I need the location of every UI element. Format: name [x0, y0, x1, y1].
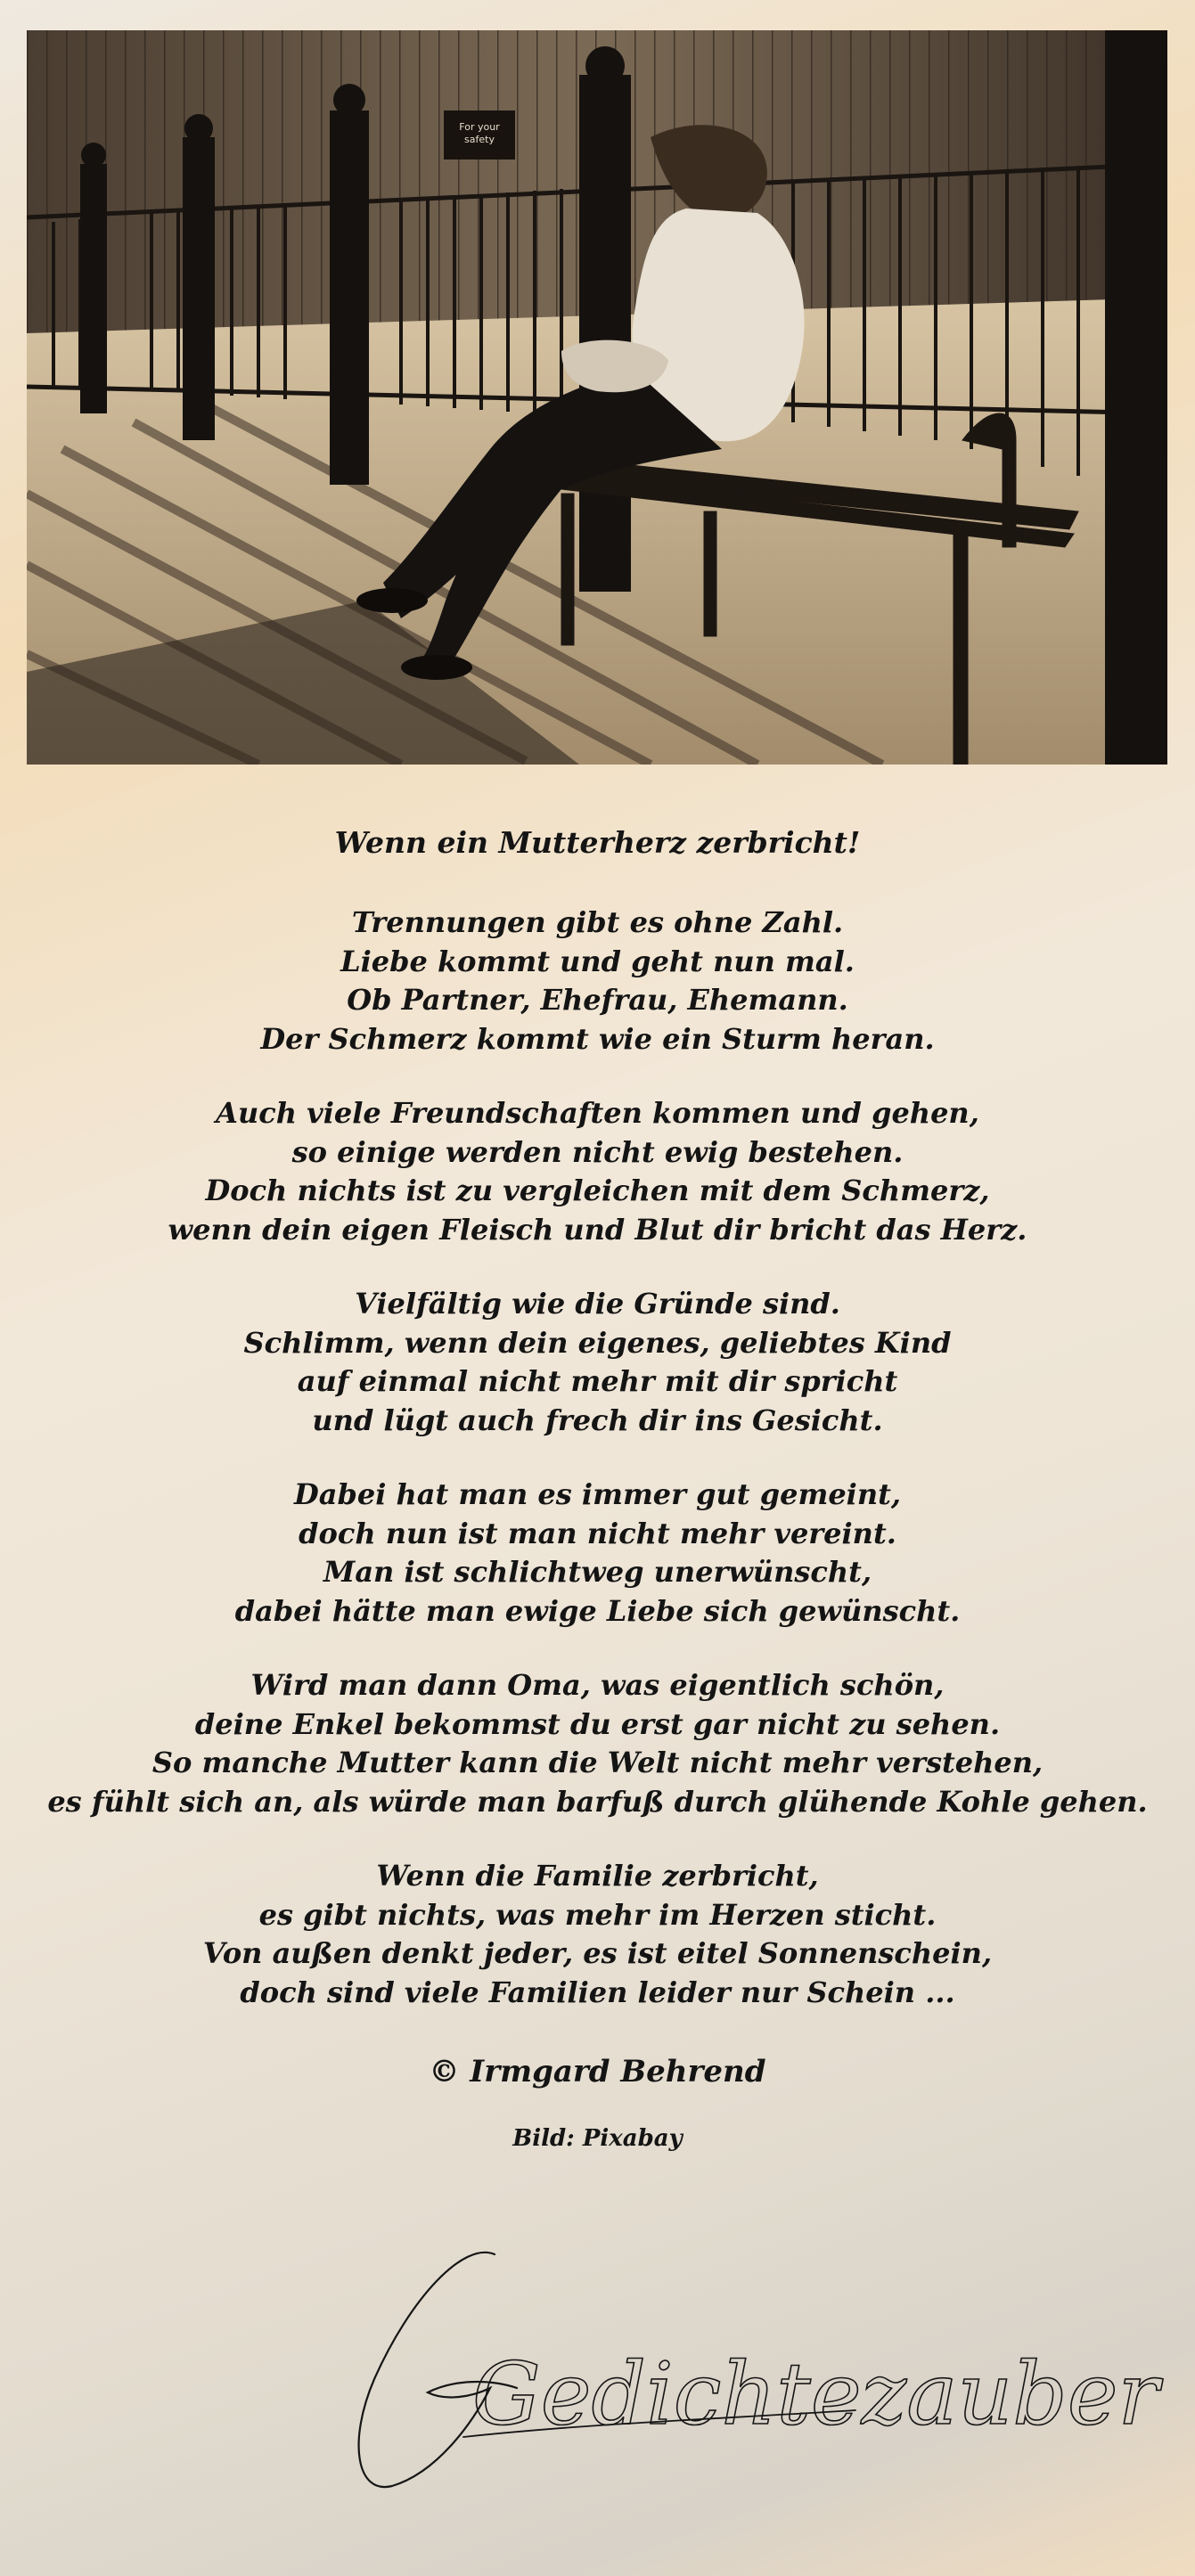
sign-line-2: safety	[464, 134, 495, 145]
poem	[0, 818, 1195, 2156]
woman-on-bench-photo	[27, 30, 1167, 765]
poem-line: doch sind viele Familien leider nur Schein ...	[240, 1975, 955, 2009]
poem-line: Man ist schlichtweg unerwünscht,	[323, 1555, 872, 1589]
poem-line: Dabei hat man es immer gut gemeint,	[293, 1477, 902, 1511]
signature-text: Gedichtezauber	[472, 2344, 1159, 2444]
poem-line: es fühlt sich an, als würde man barfuß durch glühende Kohle gehen.	[47, 1784, 1148, 1819]
poem-line: Von außen denkt jeder, es ist eitel Sonnenschein,	[202, 1936, 993, 1970]
poem-line: und lügt auch frech dir ins Gesicht.	[312, 1402, 883, 1437]
poem-line: doch nun ist man nicht mehr vereint.	[299, 1516, 896, 1550]
poem-line: Wenn die Familie zerbricht,	[376, 1859, 819, 1893]
poem-line: So manche Mutter kann die Welt nicht mehr verstehen,	[151, 1746, 1044, 1779]
poem-line: Trennungen gibt es ohne Zahl.	[351, 905, 844, 939]
poem-line: Auch viele Freundschaften kommen und gehen,	[216, 1096, 979, 1130]
poem-line: deine Enkel bekommst du erst gar nicht zu sehen.	[194, 1706, 1001, 1741]
poem-line: so einige werden nicht ewig bestehen.	[291, 1134, 904, 1169]
poem-line: auf einmal nicht mehr mit dir spricht	[297, 1364, 898, 1398]
stanza-3	[0, 1285, 1195, 1440]
poem-line: Ob Partner, Ehefrau, Ehemann.	[347, 983, 848, 1017]
poem-line: es gibt nichts, was mehr im Herzen sticht.	[258, 1897, 937, 1932]
poem-line: wenn dein eigen Fleisch und Blut dir bricht das Herz.	[168, 1212, 1027, 1247]
poem-line: Der Schmerz kommt wie ein Sturm heran.	[260, 1021, 935, 1056]
poem-line: Doch nichts ist zu vergleichen mit dem Schmerz,	[205, 1174, 990, 1207]
poem-line: Liebe kommt und geht nun mal.	[340, 944, 855, 978]
poem-line: Wird man dann Oma, was eigentlich schön,	[250, 1668, 945, 1702]
stanza-2	[0, 1094, 1195, 1249]
poem-line: Vielfältig wie die Gründe sind.	[355, 1287, 840, 1321]
signature-logo	[339, 2245, 1159, 2504]
stanza-1	[0, 904, 1195, 1059]
sign-line-1: For your	[459, 121, 500, 133]
poem-line: Schlimm, wenn dein eigenes, geliebtes Kind	[243, 1325, 952, 1360]
stanza-6	[0, 1857, 1195, 2012]
poem-photo	[27, 30, 1167, 765]
stanza-4	[0, 1476, 1195, 1631]
stanza-5	[0, 1666, 1195, 1821]
poem-title: Wenn ein Mutterherz zerbricht!	[334, 825, 861, 860]
author-credit: © Irmgard Behrend	[429, 2054, 766, 2089]
signature-drawing	[339, 2245, 1159, 2504]
poem-line: dabei hätte man ewige Liebe sich gewünscht.	[234, 1593, 961, 1628]
image-credit: Bild: Pixabay	[512, 2125, 683, 2152]
